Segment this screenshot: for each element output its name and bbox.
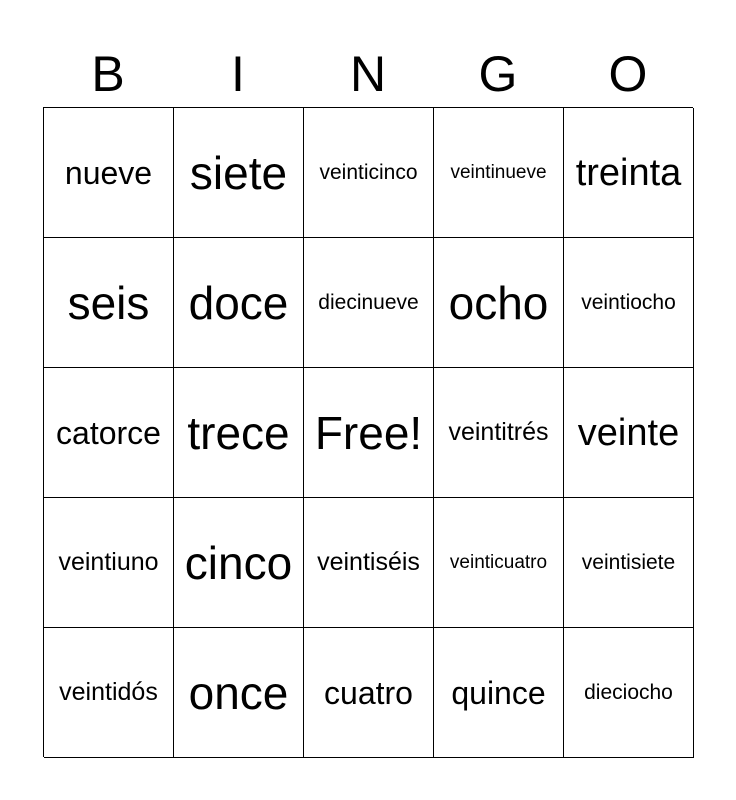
- bingo-cell[interactable]: diecinueve: [304, 238, 434, 368]
- bingo-cell[interactable]: doce: [174, 238, 304, 368]
- header-letter-n: N: [349, 46, 387, 102]
- bingo-cell[interactable]: once: [174, 628, 304, 758]
- bingo-cell[interactable]: veintisiete: [564, 498, 694, 628]
- bingo-cell[interactable]: veintiocho: [564, 238, 694, 368]
- bingo-cell[interactable]: veintidós: [44, 628, 174, 758]
- header-letter-b: B: [91, 46, 125, 102]
- header-letter-o: O: [608, 46, 648, 102]
- bingo-header: [43, 40, 693, 108]
- bingo-cell[interactable]: veintitrés: [434, 368, 564, 498]
- bingo-board: [43, 107, 693, 757]
- bingo-cell[interactable]: quince: [434, 628, 564, 758]
- bingo-cell[interactable]: veintinueve: [434, 108, 564, 238]
- bingo-cell[interactable]: veintiséis: [304, 498, 434, 628]
- bingo-cell[interactable]: veinte: [564, 368, 694, 498]
- bingo-cell[interactable]: veinticinco: [304, 108, 434, 238]
- bingo-cell[interactable]: treinta: [564, 108, 694, 238]
- bingo-cell-free[interactable]: Free!: [304, 368, 434, 498]
- bingo-cell[interactable]: siete: [174, 108, 304, 238]
- bingo-cell[interactable]: veintiuno: [44, 498, 174, 628]
- bingo-cell[interactable]: veinticuatro: [434, 498, 564, 628]
- bingo-cell[interactable]: cuatro: [304, 628, 434, 758]
- bingo-cell[interactable]: nueve: [44, 108, 174, 238]
- bingo-cell[interactable]: cinco: [174, 498, 304, 628]
- bingo-cell[interactable]: trece: [174, 368, 304, 498]
- header-letter-g: G: [478, 46, 518, 102]
- bingo-cell[interactable]: ocho: [434, 238, 564, 368]
- bingo-cell[interactable]: catorce: [44, 368, 174, 498]
- bingo-cell[interactable]: seis: [44, 238, 174, 368]
- header-letter-i: I: [231, 46, 245, 102]
- bingo-cell[interactable]: dieciocho: [564, 628, 694, 758]
